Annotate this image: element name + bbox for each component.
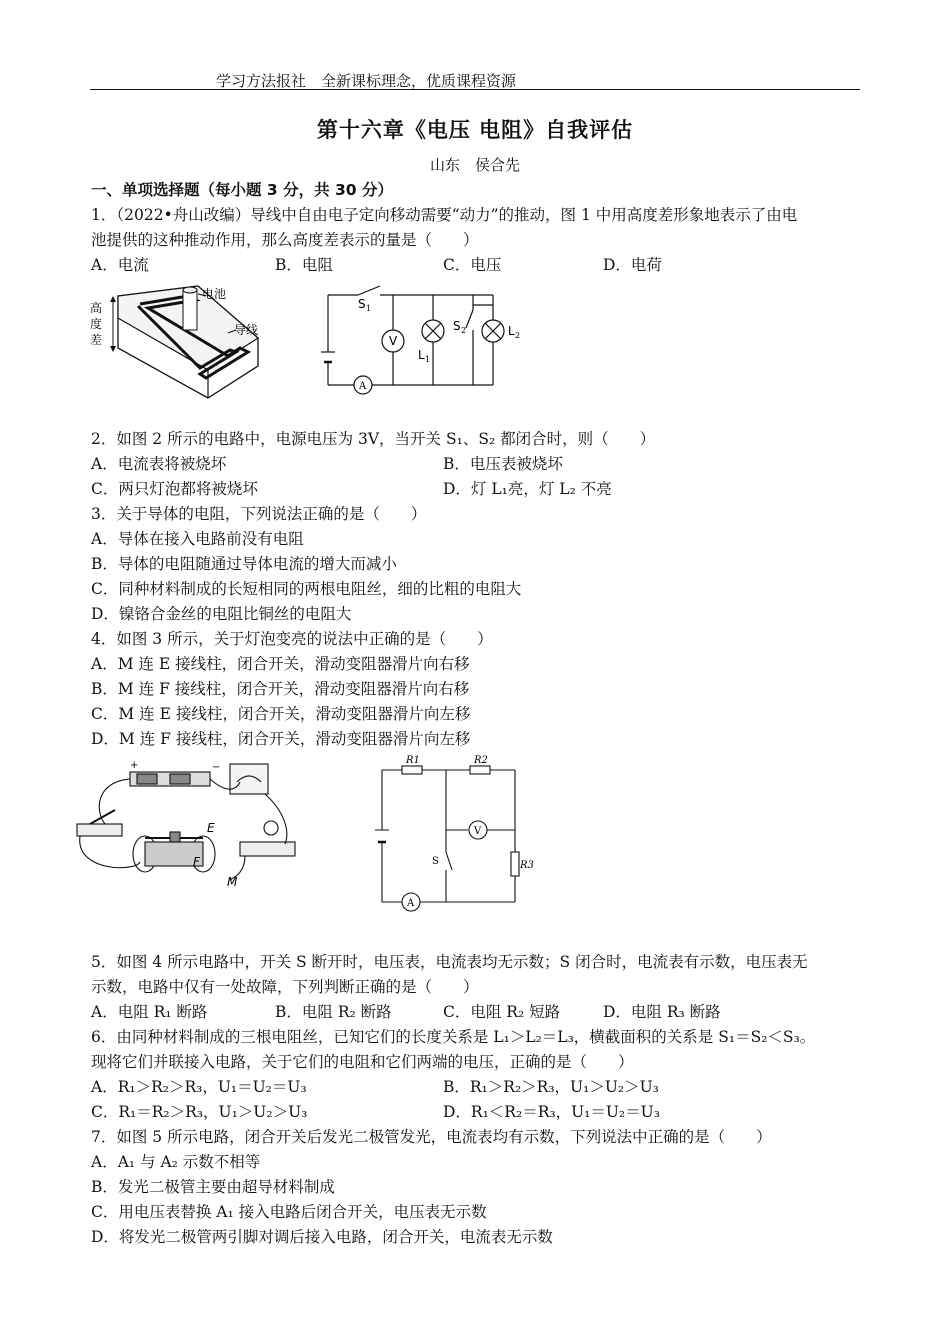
fig1-height-label-2: 度 [90,317,103,331]
q5-option-d[interactable]: D．电阻 R₃ 断路 [603,1003,721,1021]
q3-option-c[interactable]: C．同种材料制成的长短相同的两根电阻丝，细的比粗的电阻大 [91,580,522,598]
fig3-wire-m: M [227,875,238,889]
figure-4-circuit [370,752,534,910]
q2-option-d[interactable]: D．灯 L₁亮，灯 L₂ 不亮 [443,480,612,498]
fig4-r2-label: R2 [474,755,488,766]
q7-option-d[interactable]: D．将发光二极管两引脚对调后接入电路，闭合开关，电流表无示数 [91,1228,553,1246]
q7-option-c[interactable]: C．用电压表替换 A₁ 接入电路后闭合开关，电压表无示数 [91,1203,487,1221]
q4-option-d[interactable]: D．M 连 F 接线柱，闭合开关，滑动变阻器滑片向左移 [91,730,471,748]
fig3-minus: − [212,762,221,773]
figure-1-battery-slope [88,278,273,403]
q4-option-b[interactable]: B．M 连 F 接线柱，闭合开关，滑动变阻器滑片向右移 [91,680,470,698]
q2-stem: 2．如图 2 所示的电路中，电源电压为 3V，当开关 S₁、S₂ 都闭合时，则（ ） [91,430,656,448]
section-heading: 一、单项选择题（每小题 3 分，共 30 分） [91,181,393,199]
q1-stem-line2: 池提供的这种推动作用，那么高度差表示的量是（ ） [91,231,479,249]
figure-3-apparatus [75,762,310,892]
q7-option-a[interactable]: A．A₁ 与 A₂ 示数不相等 [91,1153,261,1171]
fig2-switch1-label: S [358,297,366,311]
fig1-wire-label: 导线 [234,323,259,337]
q2-option-c[interactable]: C．两只灯泡都将被烧坏 [91,480,258,498]
fig2-ammeter-label: A [359,381,367,392]
q1-option-b[interactable]: B．电阻 [275,256,333,274]
q5-stem-line2: 示数，电路中仅有一处故障，下列判断正确的是（ ） [91,978,479,996]
q3-option-a[interactable]: A．导体在接入电路前没有电阻 [91,530,304,548]
fig3-plus: + [130,760,139,771]
q1-option-d[interactable]: D．电荷 [603,256,662,274]
fig3-terminal-e: E [207,821,215,835]
fig4-r1-label: R1 [406,755,420,766]
figure-2-circuit [318,280,538,400]
q7-stem: 7．如图 5 所示电路，闭合开关后发光二极管发光，电流表均有示数，下列说法中正确的是（ ） [91,1128,772,1146]
fig2-switch2-sub: 2 [461,326,467,335]
q1-option-c[interactable]: C．电压 [443,256,502,274]
page-title: 第十六章《电压 电阻》自我评估 [316,117,634,142]
header-rule [90,89,860,90]
fig2-voltmeter-label: V [389,334,398,348]
fig2-lamp1-label: L [418,348,425,362]
q3-stem: 3．关于导体的电阻，下列说法正确的是（ ） [91,505,427,523]
q1-option-a[interactable]: A．电流 [91,256,149,274]
q2-option-a[interactable]: A．电流表将被烧坏 [91,455,227,473]
q4-stem: 4．如图 3 所示，关于灯泡变亮的说法中正确的是（ ） [91,630,493,648]
author: 山东 侯合先 [429,156,520,174]
q4-option-a[interactable]: A．M 连 E 接线柱，闭合开关，滑动变阻器滑片向右移 [91,655,470,673]
fig2-lamp2-sub: 2 [515,331,521,340]
q5-option-c[interactable]: C．电阻 R₂ 短路 [443,1003,561,1021]
fig2-switch2-label: S [453,319,461,333]
q6-option-b[interactable]: B．R₁＞R₂＞R₃，U₁＞U₂＞U₃ [443,1078,659,1096]
page-header: 学习方法报社 全新课标理念，优质课程资源 [216,72,517,90]
q6-option-c[interactable]: C．R₁＝R₂＞R₃，U₁＞U₂＞U₃ [91,1103,308,1121]
q7-option-b[interactable]: B．发光二极管主要由超导材料制成 [91,1178,335,1196]
fig2-switch1-sub: 1 [366,304,372,313]
fig4-switch-label: S [432,856,439,867]
q5-option-b[interactable]: B．电阻 R₂ 断路 [275,1003,392,1021]
fig4-r3-label: R3 [520,860,534,871]
q2-option-b[interactable]: B．电压表被烧坏 [443,455,563,473]
q3-option-b[interactable]: B．导体的电阻随通过导体电流的增大而减小 [91,555,397,573]
q6-stem-line2: 现将它们并联接入电路，关于它们的电阻和它们两端的电压，正确的是（ ） [91,1053,634,1071]
fig4-ammeter-label: A [407,898,415,909]
fig2-lamp1-sub: 1 [425,355,431,364]
fig1-battery-label: 电池 [202,287,227,301]
q5-option-a[interactable]: A．电阻 R₁ 断路 [91,1003,208,1021]
q4-option-c[interactable]: C．M 连 E 接线柱，闭合开关，滑动变阻器滑片向左移 [91,705,471,723]
fig4-voltmeter-label: V [474,826,482,837]
fig2-lamp2-label: L [508,324,515,338]
q1-stem-line1: 1．（2022•舟山改编）导线中自由电子定向移动需要“动力”的推动，图 1 中用高度差形象地表示了由电 [91,206,798,224]
q6-option-a[interactable]: A．R₁＞R₂＞R₃，U₁＝U₂＝U₃ [91,1078,307,1096]
fig1-height-label-1: 高 [90,301,103,315]
fig3-terminal-f: F [193,855,200,869]
fig1-height-label-3: 差 [90,333,103,347]
q6-option-d[interactable]: D．R₁＜R₂＝R₃，U₁＝U₂＝U₃ [443,1103,660,1121]
q5-stem-line1: 5．如图 4 所示电路中，开关 S 断开时，电压表，电流表均无示数；S 闭合时，电流表有示数，电压表无 [91,953,808,971]
q3-option-d[interactable]: D．镍铬合金丝的电阻比铜丝的电阻大 [91,605,352,623]
q6-stem-line1: 6．由同种材料制成的三根电阻丝，已知它们的长度关系是 L₁＞L₂＝L₃，横截面积的关系是 S₁＝S₂＜S₃。 [91,1028,816,1046]
